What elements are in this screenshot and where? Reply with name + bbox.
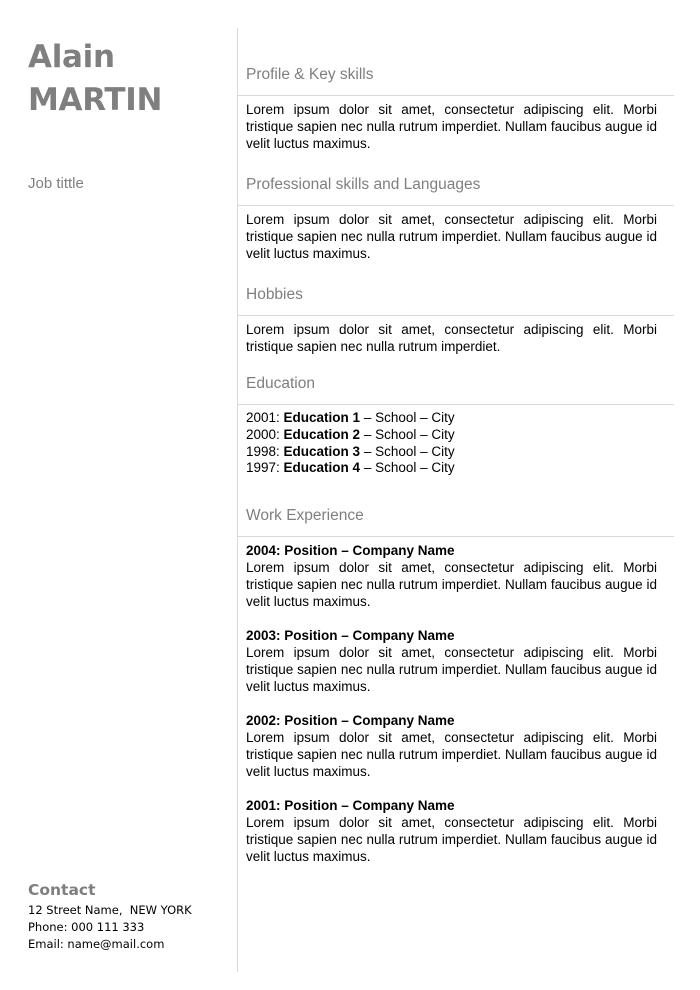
contact-email: Email: name@mail.com (28, 937, 165, 951)
work-item (246, 712, 657, 780)
work-item (246, 542, 657, 610)
work-description: Lorem ipsum dolor sit amet, consectetur adipiscing elit. Morbi tristique sapien nec nulla rutrum imperdiet. Nullam faucibus augue id velit luctus maximus. (246, 730, 657, 779)
job-title: Job tittle (28, 175, 84, 192)
sidebar (0, 0, 237, 990)
contact-block (28, 880, 192, 953)
contact-title: Contact (28, 881, 96, 899)
hobbies-text: Lorem ipsum dolor sit amet, consectetur adipiscing elit. Morbi tristique sapien nec nulla rutrum imperdiet. (246, 322, 657, 354)
section-body-skills (246, 211, 657, 262)
first-name: Alain (28, 39, 115, 75)
section-divider (237, 205, 674, 206)
section-divider (237, 95, 674, 96)
column-divider (237, 28, 238, 972)
work-description: Lorem ipsum dolor sit amet, consectetur adipiscing elit. Morbi tristique sapien nec nulla rutrum imperdiet. Nullam faucibus augue id velit luctus maximus. (246, 815, 657, 864)
education-item: 2000: Education 2 – School – City (246, 426, 455, 442)
section-title-skills: Professional skills and Languages (246, 176, 481, 193)
work-item (246, 627, 657, 695)
work-description: Lorem ipsum dolor sit amet, consectetur adipiscing elit. Morbi tristique sapien nec nulla rutrum imperdiet. Nullam faucibus augue id velit luctus maximus. (246, 560, 657, 609)
last-name: MARTIN (28, 82, 163, 118)
education-list (246, 410, 657, 477)
work-description: Lorem ipsum dolor sit amet, consectetur adipiscing elit. Morbi tristique sapien nec nulla rutrum imperdiet. Nullam faucibus augue id velit luctus maximus. (246, 645, 657, 694)
work-heading: 2001: Position – Company Name (246, 798, 455, 813)
skills-text: Lorem ipsum dolor sit amet, consectetur adipiscing elit. Morbi tristique sapien nec nulla rutrum imperdiet. Nullam faucibus augue id velit luctus maximus. (246, 212, 657, 261)
contact-address: 12 Street Name, NEW YORK (28, 903, 192, 917)
education-item: 2001: Education 1 – School – City (246, 410, 455, 425)
section-divider (237, 315, 674, 316)
person-name (28, 36, 162, 122)
work-heading: 2002: Position – Company Name (246, 713, 455, 728)
work-heading: 2003: Position – Company Name (246, 628, 455, 643)
section-title-education: Education (246, 375, 315, 392)
work-item (246, 797, 657, 865)
work-list (246, 542, 657, 882)
section-divider (237, 536, 674, 537)
section-body-profile (246, 101, 657, 152)
contact-phone: Phone: 000 111 333 (28, 920, 145, 934)
profile-text: Lorem ipsum dolor sit amet, consectetur adipiscing elit. Morbi tristique sapien nec nulla rutrum imperdiet. Nullam faucibus augue id velit luctus maximus. (246, 102, 657, 151)
section-title-profile: Profile & Key skills (246, 66, 374, 83)
education-item: 1997: Education 4 – School – City (246, 460, 455, 476)
section-title-work: Work Experience (246, 507, 364, 524)
education-item: 1998: Education 3 – School – City (246, 443, 455, 459)
section-body-hobbies (246, 321, 657, 355)
section-title-hobbies: Hobbies (246, 286, 303, 303)
section-divider (237, 404, 674, 405)
work-heading: 2004: Position – Company Name (246, 543, 455, 558)
